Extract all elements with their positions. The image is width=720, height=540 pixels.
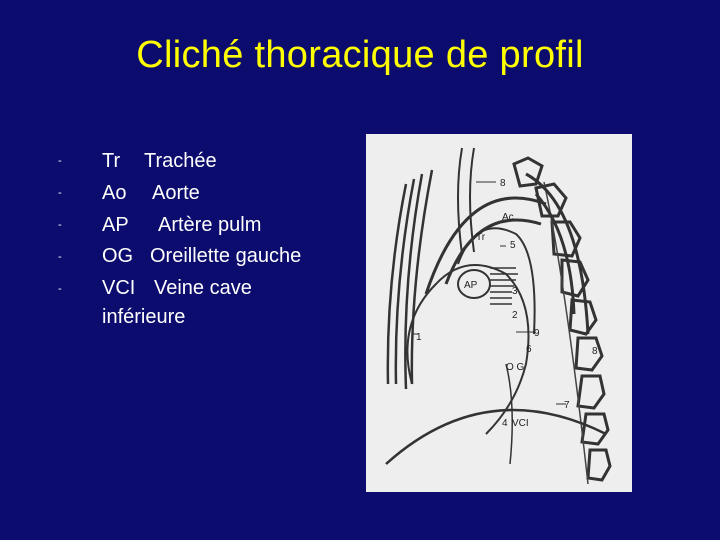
legend-label: Artère pulm xyxy=(158,214,262,236)
chest-xray-lateral-diagram xyxy=(366,134,632,492)
bullet-dash: - xyxy=(58,155,62,167)
bullet-dash: - xyxy=(58,251,62,263)
bullet-dash: - xyxy=(58,187,62,199)
label-ap: AP xyxy=(464,280,478,291)
bullet-dash: - xyxy=(58,283,62,295)
label-8a: 8 xyxy=(500,178,506,189)
label-1: 1 xyxy=(416,332,422,343)
legend-abbr: VCI xyxy=(102,277,136,299)
bullet-dash: - xyxy=(58,219,62,231)
vertebrae xyxy=(514,158,610,480)
legend-label: Oreillette gauche xyxy=(150,245,302,267)
label-9: 9 xyxy=(534,328,540,339)
legend-item-veine-cave xyxy=(58,273,328,334)
label-8b: 8 xyxy=(592,346,598,357)
legend-abbr: OG xyxy=(102,245,134,267)
label-tr: Tr xyxy=(476,232,486,243)
slide-title: Cliché thoracique de profil xyxy=(136,34,584,76)
label-vci: VCI xyxy=(512,418,529,429)
legend-item-aorte xyxy=(58,177,328,209)
label-og: O G xyxy=(506,362,525,373)
legend-label: Veine cave inférieure xyxy=(102,277,252,328)
diagram-drawing xyxy=(366,134,632,492)
legend-item-artere-pulm xyxy=(58,209,328,241)
label-4: 4 xyxy=(502,418,508,429)
legend-abbr: Ao xyxy=(102,182,127,204)
legend-item-trachee xyxy=(58,145,328,177)
sternum xyxy=(388,170,432,389)
label-2: 2 xyxy=(512,310,518,321)
legend-abbr: AP xyxy=(102,214,129,236)
legend-list xyxy=(58,145,328,334)
diaphragm xyxy=(386,410,606,464)
label-ao: Ac xyxy=(502,212,514,223)
label-3: 3 xyxy=(512,286,518,297)
ivc-line xyxy=(506,364,512,464)
label-5: 5 xyxy=(510,240,516,251)
legend-abbr: Tr xyxy=(102,150,121,172)
legend-label: Trachée xyxy=(144,150,217,172)
label-6: 6 xyxy=(526,344,532,355)
legend-label: Aorte xyxy=(152,182,200,204)
label-7: 7 xyxy=(564,400,570,411)
legend-item-oreillette-gauche xyxy=(58,241,328,273)
